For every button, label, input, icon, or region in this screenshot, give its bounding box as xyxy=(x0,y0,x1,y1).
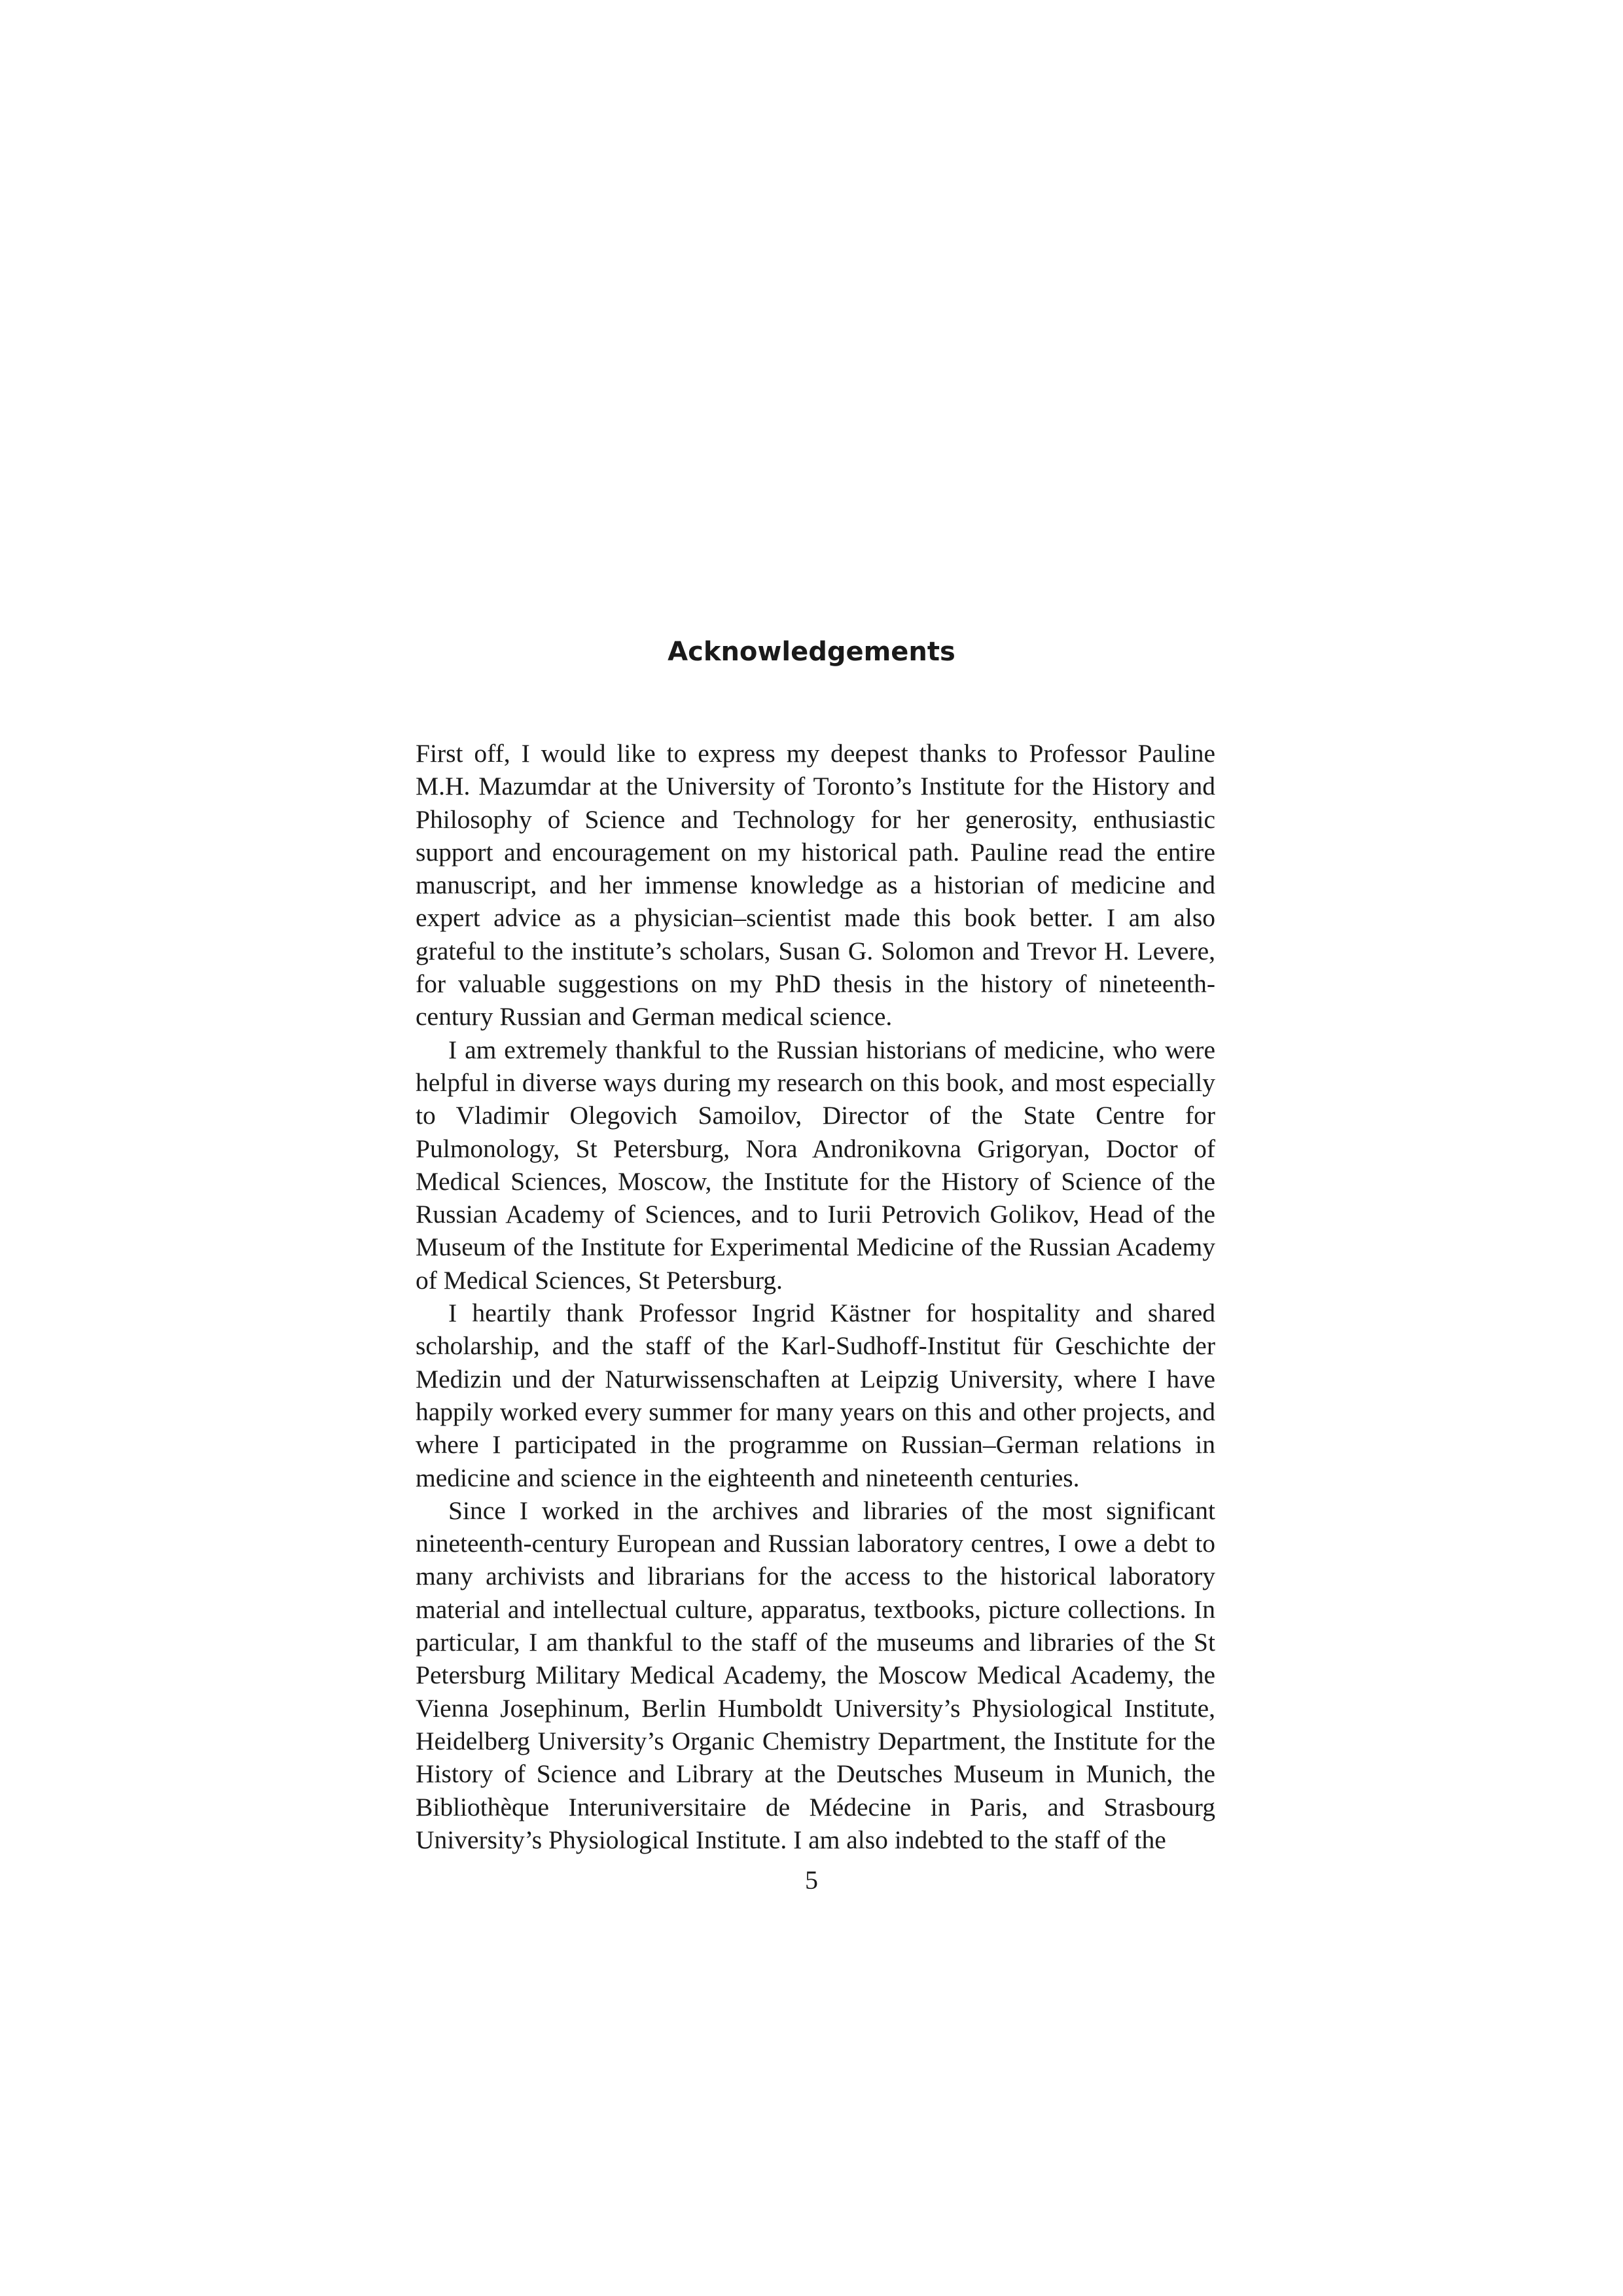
page-number: 5 xyxy=(805,1865,818,1895)
paragraph: I am extremely thankful to the Russian historians of medicine, who were helpful in diverse ways during my research on this book, and most especially to Vladimir Olegovich Samoilov, Director of the State Centre for Pulmonology, St Petersburg, Nora Andronikovna Grigoryan, Doctor of Medical Sciences, Moscow, the Institute for the History of Science of the Russian Academy of Sciences, and to Iurii Petrovich Golikov, Head of the Museum of the Institute for Experimental Medicine of the Russian Academy of Medical Sciences, St Petersburg. xyxy=(416,1035,1215,1295)
acknowledgements-body xyxy=(416,737,1215,1856)
page-title: Acknowledgements xyxy=(668,637,955,667)
paragraph: First off, I would like to express my deepest thanks to Professor Pauline M.H. Mazumdar at the University of Toronto’s Institute for the History and Philosophy of Science and Technology for her generosity, enthusiastic support and encouragement on my historical path. Pauline read the entire manuscript, and her immense knowledge as a historian of medicine and expert advice as a physician–scientist made this book better. I am also grateful to the institute’s scholars, Susan G. Solomon and Trevor H. Levere, for valuable suggestions on my PhD thesis in the history of nineteenth-century Russian and German medical science. xyxy=(416,739,1215,1031)
paragraph: Since I worked in the archives and libraries of the most significant nineteenth-century European and Russian laboratory centres, I owe a debt to many archivists and librarians for the access to the historical laboratory material and intellectual culture, apparatus, textbooks, picture collections. In particular, I am thankful to the staff of the museums and libraries of the St Petersburg Military Medical Academy, the Moscow Medical Academy, the Vienna Josephinum, Berlin Humboldt University’s Physiological Institute, Heidelberg University’s Organic Chemistry Department, the Institute for the History of Science and Library at the Deutsches Museum in Munich, the Bibliothèque Interuniversitaire de Médecine in Paris, and Strasbourg University’s Physiological Institute. I am also indebted to the staff of the xyxy=(416,1496,1215,1854)
paragraph: I heartily thank Professor Ingrid Kästner for hospitality and shared scholarship, and the staff of the Karl-Sudhoff-Institut für Geschichte der Medizin und der Naturwissenschaften at Leipzig University, where I have happily worked every summer for many years on this and other projects, and where I participated in the programme on Russian–German relations in medicine and science in the eighteenth and nineteenth centuries. xyxy=(416,1299,1215,1492)
